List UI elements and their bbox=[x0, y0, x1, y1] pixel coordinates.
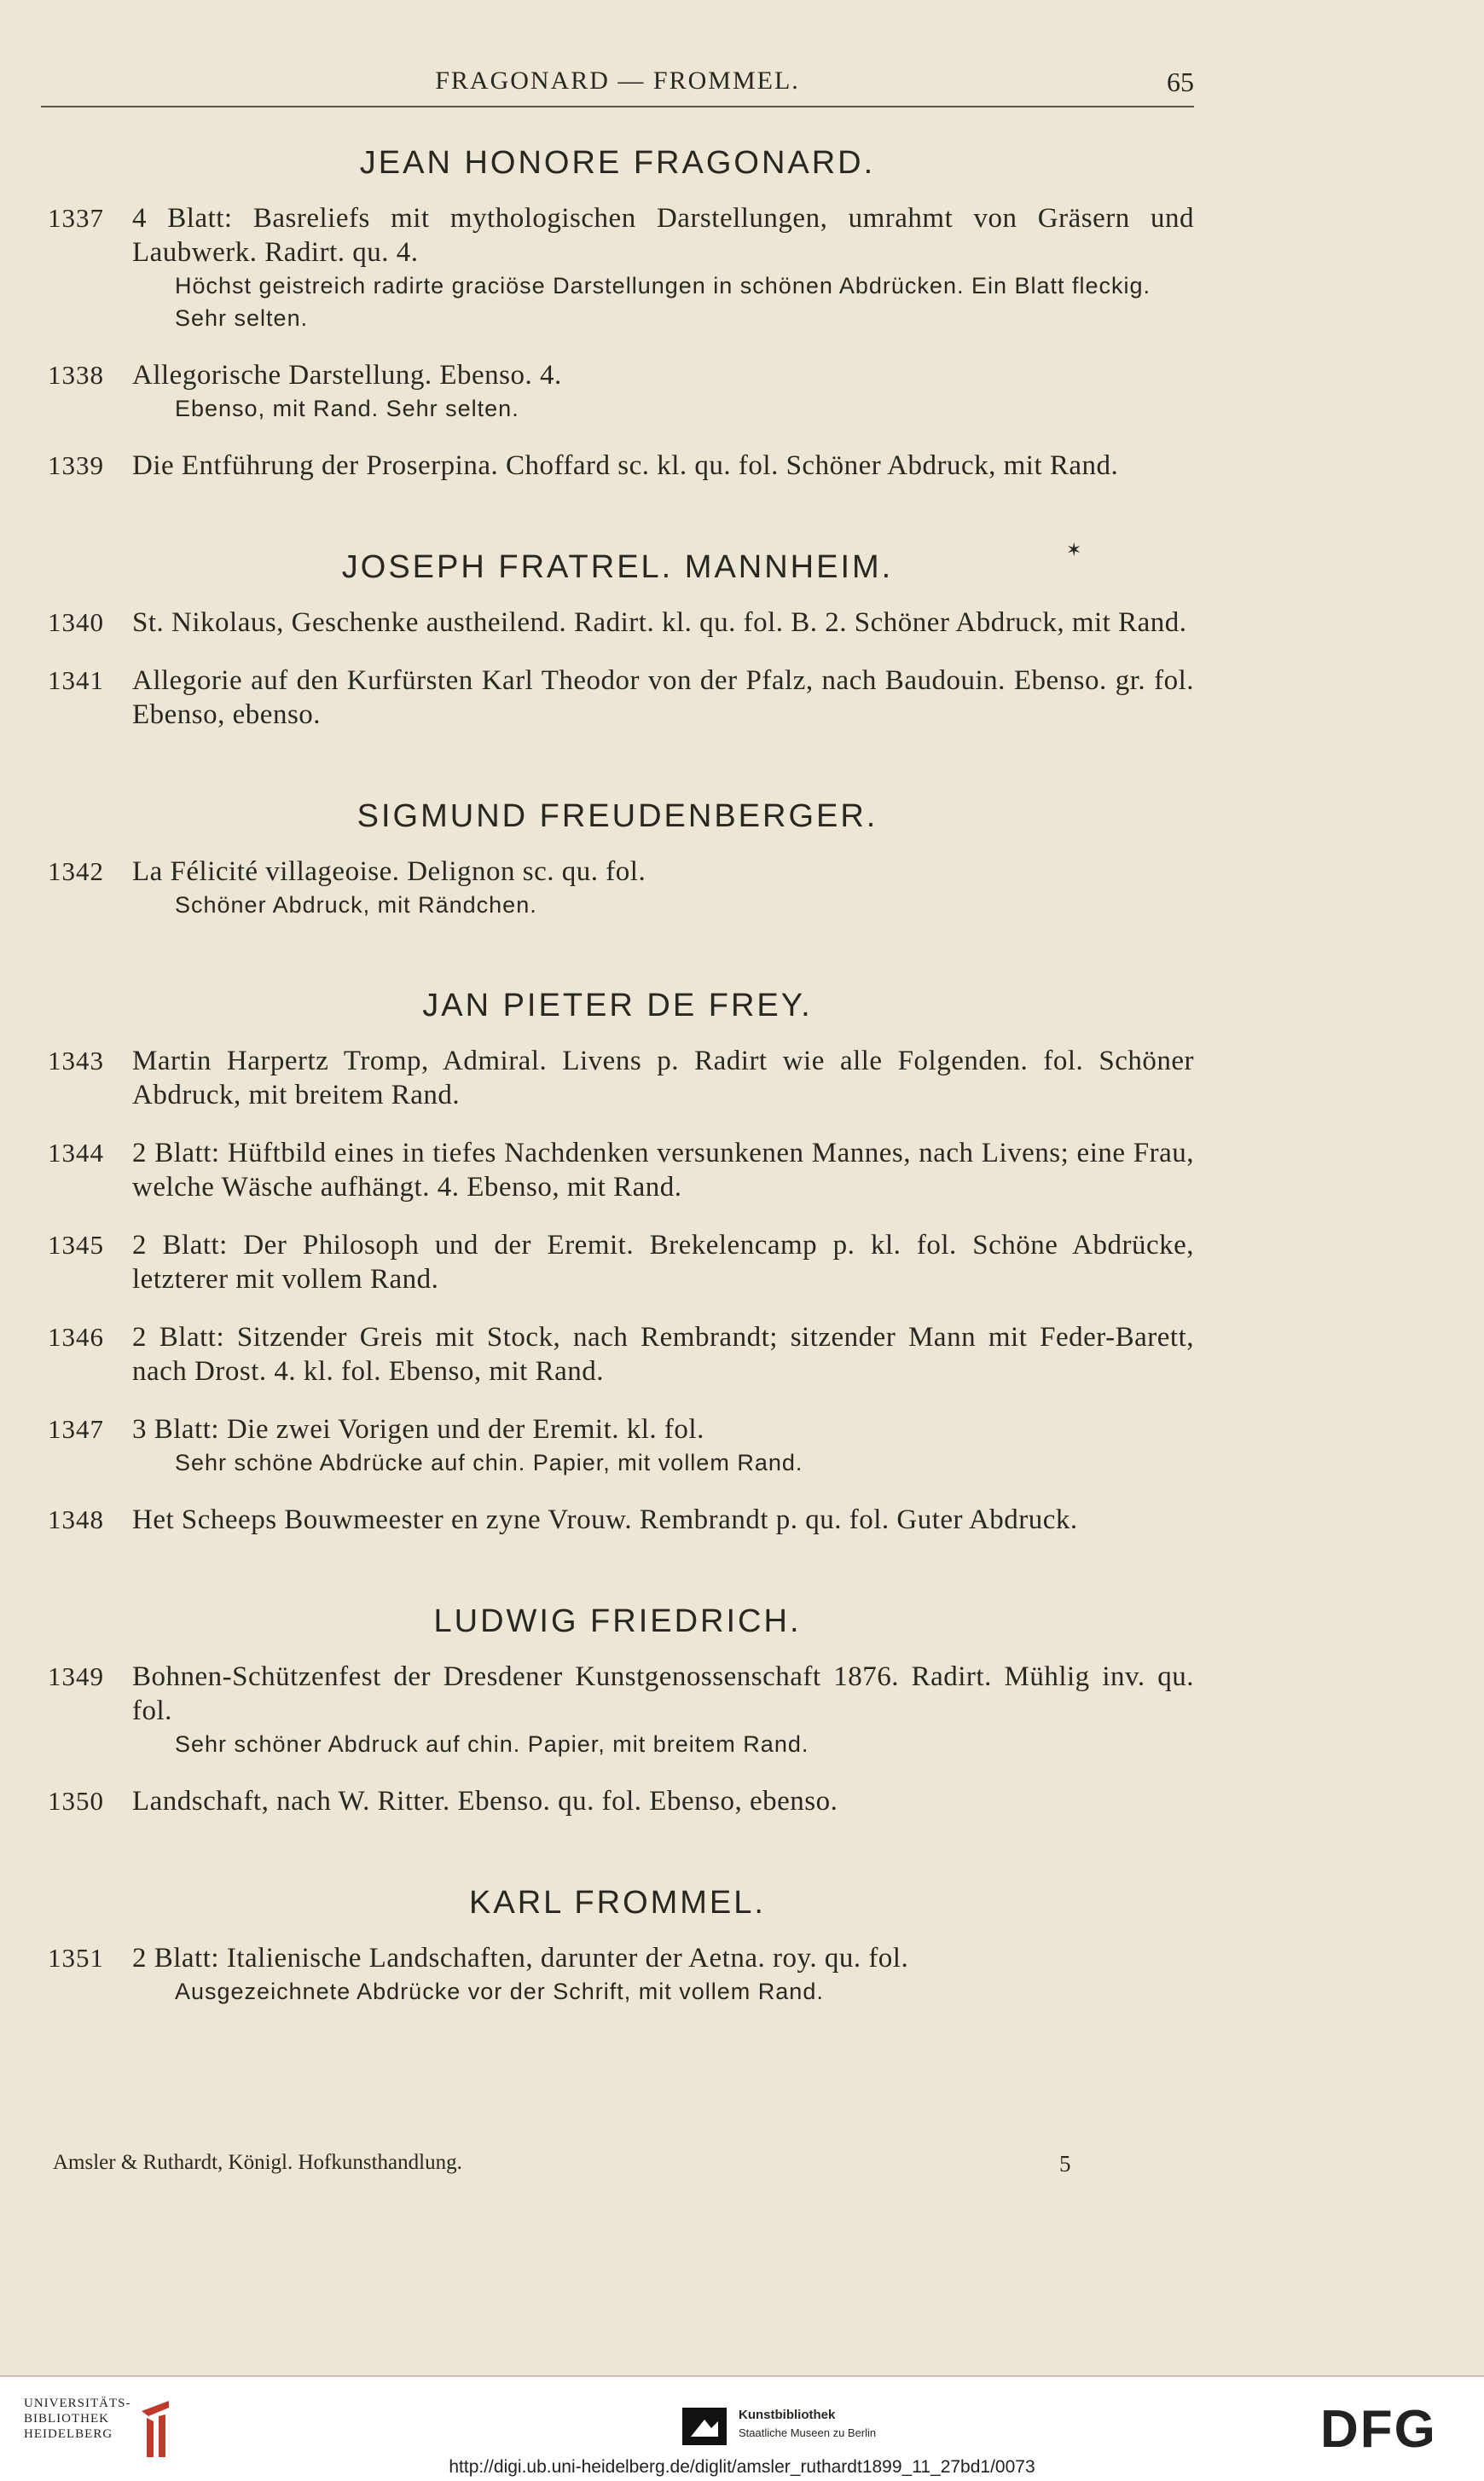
section-heading: LUDWIG FRIEDRICH. bbox=[433, 1603, 802, 1639]
star-mark-icon: ✶ bbox=[1066, 539, 1082, 560]
lot-number: 1339 bbox=[48, 450, 104, 480]
catalogue-entry bbox=[41, 1320, 1194, 1388]
section-heading: JEAN HONORE FRAGONARD. bbox=[359, 145, 876, 181]
lot-description: Het Scheeps Bouwmeester en zyne Vrouw. Rembrandt p. qu. fol. Guter Abdruck. bbox=[132, 1504, 1078, 1535]
section-gap bbox=[41, 1561, 1194, 1603]
section-heading: SIGMUND FREUDENBERGER. bbox=[357, 798, 878, 834]
lot-description: 3 Blatt: Die zwei Vorigen und der Eremit. kl. fol. bbox=[132, 1414, 704, 1445]
running-head-title: FRAGONARD — FROMMEL. bbox=[435, 67, 800, 95]
kunstbibliothek-title: Kunstbibliothek bbox=[739, 2408, 836, 2422]
lot-note: Ebenso, mit Rand. Sehr selten. bbox=[175, 396, 519, 421]
lot-number: 1350 bbox=[48, 1786, 104, 1816]
lot-description: Die Entführung der Proserpina. Choffard sc. kl. qu. fol. Schöner Abdruck, mit Rand. bbox=[132, 450, 1119, 481]
catalogue-entry bbox=[41, 1784, 1194, 1818]
lot-number: 1346 bbox=[48, 1322, 104, 1352]
catalogue-entry bbox=[41, 855, 1194, 921]
lot-description: 2 Blatt: Hüftbild eines in tiefes Nachdenken versunkenen Mannes, nach Livens; eine Frau, welche Wäsche aufhängt. 4. Ebenso, mit Rand. bbox=[132, 1138, 1194, 1203]
lot-note: Höchst geistreich radirte graciöse Darstellungen in schönen Abdrücken. Ein Blatt fleckig. Sehr selten. bbox=[175, 273, 1151, 331]
section-heading: KARL FROMMEL. bbox=[469, 1885, 766, 1921]
lot-number: 1351 bbox=[48, 1943, 104, 1973]
catalogue-entry bbox=[41, 358, 1194, 425]
section-heading: JOSEPH FRATREL. MANNHEIM. bbox=[341, 549, 894, 585]
catalogue-entry bbox=[41, 1941, 1194, 2008]
page-footer bbox=[53, 2151, 1076, 2175]
catalogue-entry bbox=[41, 664, 1194, 732]
lot-note: Sehr schöne Abdrücke auf chin. Papier, mit vollem Rand. bbox=[175, 1450, 803, 1475]
page-url[interactable]: http://digi.ub.uni-heidelberg.de/diglit/amsler_ruthardt1899_11_27bd1/0073 bbox=[449, 2457, 1035, 2477]
lot-description: Landschaft, nach W. Ritter. Ebenso. qu. fol. Ebenso, ebenso. bbox=[132, 1786, 838, 1817]
running-head bbox=[41, 55, 1194, 107]
viewer-bottom-bar bbox=[0, 2375, 1484, 2481]
section-gap bbox=[41, 945, 1194, 988]
lot-number: 1345 bbox=[48, 1230, 104, 1260]
lot-number: 1340 bbox=[48, 607, 104, 637]
catalogue-entry bbox=[41, 449, 1194, 483]
lot-note: Sehr schöner Abdruck auf chin. Papier, mit breitem Rand. bbox=[175, 1731, 809, 1757]
lot-number: 1348 bbox=[48, 1504, 104, 1534]
lot-number: 1337 bbox=[48, 203, 104, 233]
catalogue-entry bbox=[41, 1136, 1194, 1204]
lot-number: 1342 bbox=[48, 856, 104, 886]
catalogue-entry bbox=[41, 1503, 1194, 1537]
dfg-logo[interactable]: DFG bbox=[1320, 2400, 1437, 2459]
catalogue-entry bbox=[41, 1044, 1194, 1112]
lot-number: 1343 bbox=[48, 1046, 104, 1075]
lot-description: Martin Harpertz Tromp, Admiral. Livens p. Radirt wie alle Folgenden. fol. Schöner Abdruck, mit breitem Rand. bbox=[132, 1046, 1194, 1110]
catalogue-entry bbox=[41, 1412, 1194, 1479]
catalogue-content bbox=[41, 145, 1194, 2032]
lot-number: 1344 bbox=[48, 1138, 104, 1168]
kunstbibliothek-logo[interactable] bbox=[682, 2403, 938, 2454]
kunstbibliothek-emblem-icon bbox=[682, 2403, 730, 2450]
section-gap bbox=[41, 507, 1194, 549]
kunstbibliothek-subtitle: Staatliche Museen zu Berlin bbox=[739, 2426, 877, 2439]
lot-description: Allegorie auf den Kurfürsten Karl Theodor von der Pfalz, nach Baudouin. Ebenso. gr. fol. Ebenso, ebenso. bbox=[132, 665, 1194, 730]
uni-logo-text: UNIVERSITÄTS- BIBLIOTHEK HEIDELBERG bbox=[24, 2397, 131, 2441]
lot-description: 2 Blatt: Sitzender Greis mit Stock, nach Rembrandt; sitzender Mann mit Feder-Barett, nach Drost. 4. kl. fol. Ebenso, mit Rand. bbox=[132, 1322, 1194, 1387]
lot-description: 2 Blatt: Der Philosoph und der Eremit. Brekelencamp p. kl. fol. Schöne Abdrücke, letzterer mit vollem Rand. bbox=[132, 1230, 1194, 1295]
catalogue-entry bbox=[41, 1660, 1194, 1760]
section-gap bbox=[41, 1842, 1194, 1885]
catalogue-entry bbox=[41, 201, 1194, 334]
lot-description: St. Nikolaus, Geschenke austheilend. Radirt. kl. qu. fol. B. 2. Schöner Abdruck, mit Rand. bbox=[132, 607, 1187, 638]
lot-note: Schöner Abdruck, mit Rändchen. bbox=[175, 892, 537, 918]
catalogue-entry bbox=[41, 1228, 1194, 1296]
lot-description: La Félicité villageoise. Delignon sc. qu. fol. bbox=[132, 856, 646, 887]
signature-mark: 5 bbox=[1059, 2151, 1071, 2177]
lot-number: 1347 bbox=[48, 1414, 104, 1444]
lot-note: Ausgezeichnete Abdrücke vor der Schrift, mit vollem Rand. bbox=[175, 1979, 824, 2004]
lot-number: 1349 bbox=[48, 1661, 104, 1691]
lot-description: 2 Blatt: Italienische Landschaften, darunter der Aetna. roy. qu. fol. bbox=[132, 1943, 909, 1974]
university-library-logo[interactable] bbox=[24, 2396, 194, 2464]
publisher-line: Amsler & Ruthardt, Königl. Hofkunsthandlung. bbox=[53, 2151, 462, 2174]
lot-description: Bohnen-Schützenfest der Dresdener Kunstgenossenschaft 1876. Radirt. Mühlig inv. qu. fol. bbox=[132, 1661, 1194, 1726]
uni-emblem-icon bbox=[135, 2396, 186, 2464]
lot-number: 1341 bbox=[48, 665, 104, 695]
section-gap bbox=[41, 756, 1194, 798]
section-heading: JAN PIETER DE FREY. bbox=[422, 988, 813, 1023]
catalogue-entry bbox=[41, 606, 1194, 640]
page-number: 65 bbox=[1167, 67, 1194, 97]
lot-description: Allegorische Darstellung. Ebenso. 4. bbox=[132, 360, 562, 391]
lot-number: 1338 bbox=[48, 360, 104, 390]
lot-description: 4 Blatt: Basreliefs mit mythologischen Darstellungen, umrahmt von Gräsern und Laubwerk. Radirt. qu. 4. bbox=[132, 203, 1194, 268]
